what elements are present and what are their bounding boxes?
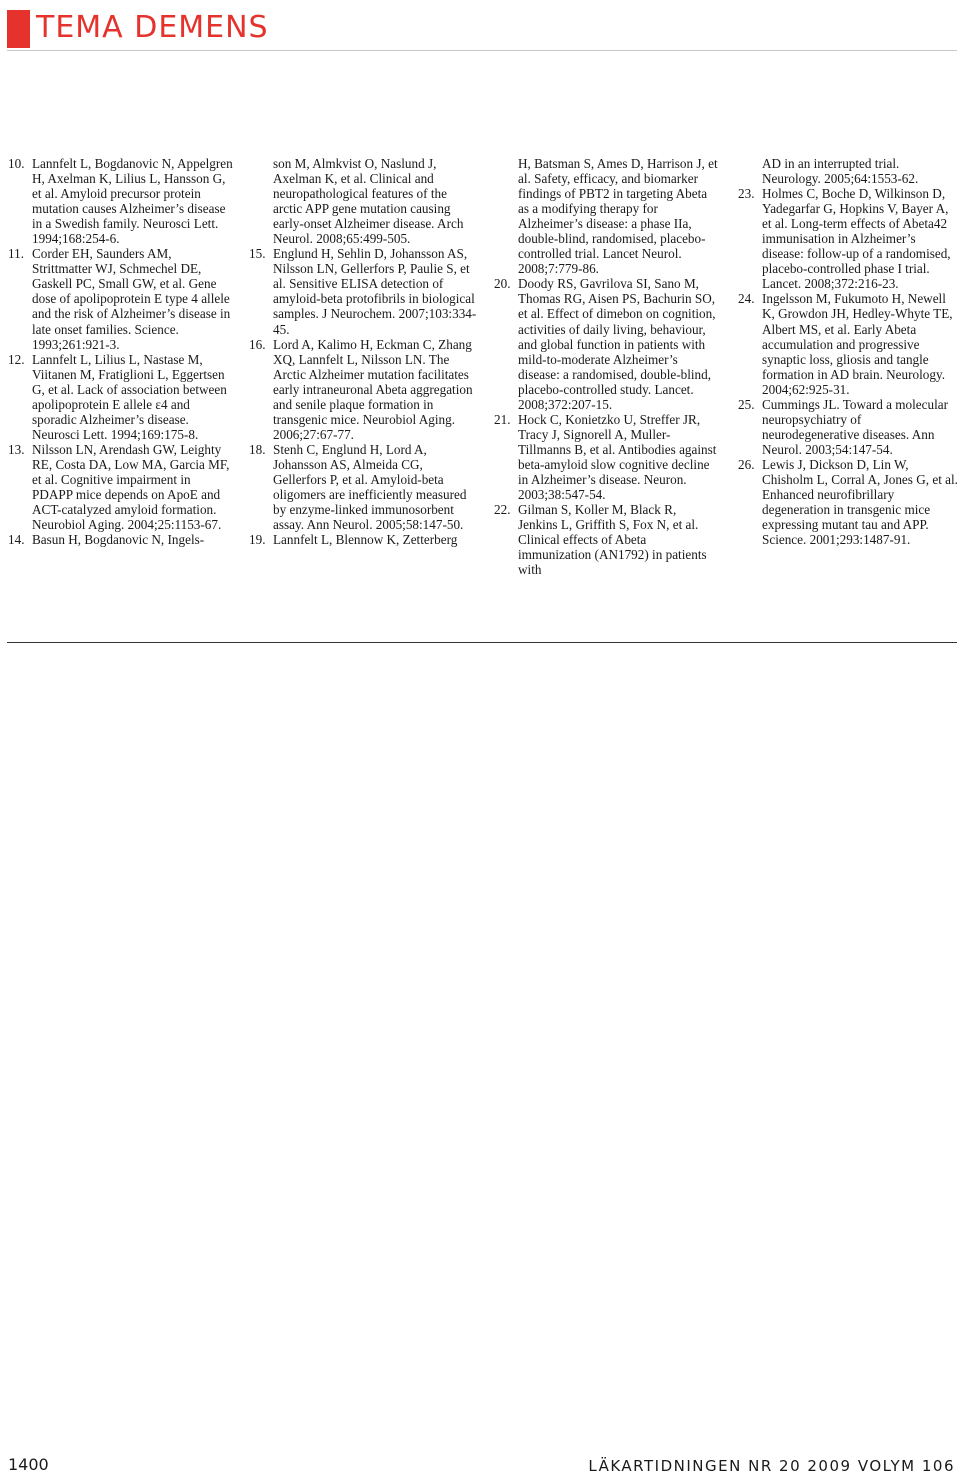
reference-number: 25.	[738, 396, 755, 412]
reference-text: Corder EH, Saunders AM, Strittmatter WJ, Schmechel DE, Gaskell PC, Small GW, et al. Gene dose of apolipoprotein E type 4 allele and the risk of Alzheimer’s disease in late onset families. Science. 1993;261:921-3.	[32, 246, 231, 352]
reference-item	[494, 276, 719, 411]
reference-text: Stenh C, Englund H, Lord A, Johansson AS, Almeida CG, Gellerfors P, et al. Amyloid-beta oligomers are inefficiently measured by enzyme-linked immunosorbent assay. Ann Neurol. 2005;58:147-50.	[273, 441, 467, 533]
section-color-bar	[7, 10, 30, 48]
reference-number: 14.	[8, 532, 25, 548]
reference-item	[249, 532, 479, 547]
reference-text: Lannfelt L, Lilius L, Nastase M, Viitanen M, Fratiglioni L, Eggertsen G, et al. Lack of association between apolipoprotein E allele ε4 and sporadic Alzheimer’s disease. Neurosci Lett. 1994;169:175-8.	[32, 351, 227, 442]
reference-column-1	[8, 156, 233, 547]
reference-number: 24.	[738, 291, 755, 307]
reference-number: 11.	[8, 246, 24, 262]
reference-number: 19.	[249, 532, 266, 548]
reference-text: Lewis J, Dickson D, Lin W, Chisholm L, Corral A, Jones G, et al. Enhanced neurofibrillary degeneration in transgenic mice expressing mutant tau and APP. Science. 2001;293:1487-91.	[762, 456, 958, 548]
reference-item	[249, 156, 479, 246]
reference-text: Lannfelt L, Bogdanovic N, Appelgren H, Axelman K, Lilius L, Hansson G, et al. Amyloid precursor protein mutation causes Alzheimer’s disease in a Swedish family. Neurosci Lett. 1994;168:254-6.	[32, 156, 233, 247]
reference-item	[738, 186, 958, 291]
reference-item	[8, 246, 233, 351]
reference-text: Hock C, Konietzko U, Streffer JR, Tracy J, Signorell A, Muller-Tillmanns B, et al. Antibodies against beta-amyloid slow cognitive decline in Alzheimer’s disease. Neuron. 2003;38:547-54.	[518, 411, 717, 503]
reference-item	[494, 156, 719, 276]
reference-item	[8, 442, 233, 532]
reference-item	[738, 291, 958, 396]
reference-column-4	[738, 156, 958, 547]
reference-column-3	[494, 156, 719, 577]
reference-number: 23.	[738, 186, 755, 202]
section-header	[0, 0, 960, 62]
reference-text: Holmes C, Boche D, Wilkinson D, Yadegarfar G, Hopkins V, Bayer A, et al. Long-term effects of Abeta42 immunisation in Alzheimer’s disease: follow-up of a randomised, placebo-controlled phase I trial. Lancet. 2008;372:216-23.	[762, 186, 951, 292]
reference-item	[8, 532, 233, 547]
reference-text: Doody RS, Gavrilova SI, Sano M, Thomas RG, Aisen PS, Bachurin SO, et al. Effect of dimebon on cognition, activities of daily living, behaviour, and global function in patients with mild-to-moderate Alzheimer’s disease: a randomised, double-blind, placebo-controlled study. Lancet. 2008;372:207-15.	[518, 276, 716, 412]
reference-text: Basun H, Bogdanovic N, Ingels-	[32, 532, 205, 548]
reference-number: 18.	[249, 441, 266, 457]
reference-text: Cummings JL. Toward a molecular neuropsychiatry of neurodegenerative diseases. Ann Neurol. 2003;54:147-54.	[762, 396, 948, 457]
reference-number: 15.	[249, 246, 266, 262]
reference-text: Ingelsson M, Fukumoto H, Newell K, Growdon JH, Hedley-Whyte TE, Albert MS, et al. Early Abeta accumulation and progressive synaptic loss, gliosis and tangle formation in AD brain. Neurology. 2004;62:925-31.	[762, 291, 953, 397]
reference-text: Englund H, Sehlin D, Johansson AS, Nilsson LN, Gellerfors P, Paulie S, et al. Sensitive ELISA detection of amyloid-beta protofibrils in biological samples. J Neurochem. 2007;103:334-45.	[273, 246, 477, 337]
reference-text: Gilman S, Koller M, Black R, Jenkins L, Griffith S, Fox N, et al. Clinical effects of Abeta immunization (AN1792) in patients with	[518, 502, 707, 578]
reference-item	[249, 337, 479, 442]
reference-number: 22.	[494, 502, 511, 518]
reference-text: Nilsson LN, Arendash GW, Leighty RE, Costa DA, Low MA, Garcia MF, et al. Cognitive impairment in PDAPP mice depends on ApoE and ACT-catalyzed amyloid formation. Neurobiol Aging. 2004;25:1153-67.	[32, 441, 230, 533]
reference-item	[738, 156, 958, 186]
reference-item	[8, 156, 233, 246]
reference-item	[8, 352, 233, 442]
section-title: TEMA DEMENS	[36, 10, 269, 45]
reference-text: AD in an interrupted trial. Neurology. 2005;64:1553-62.	[762, 156, 919, 187]
reference-item	[738, 457, 958, 547]
reference-text: son M, Almkvist O, Naslund J, Axelman K, et al. Clinical and neuropathological features of the arctic APP gene mutation causing early-onset Alzheimer disease. Arch Neurol. 2008;65:499-505.	[273, 156, 464, 247]
references-end-divider	[7, 642, 957, 643]
reference-number: 12.	[8, 351, 25, 367]
reference-text: Lannfelt L, Blennow K, Zetterberg	[273, 532, 458, 548]
reference-text: Lord A, Kalimo H, Eckman C, Zhang XQ, Lannfelt L, Nilsson LN. The Arctic Alzheimer mutation facilitates early intraneuronal Abeta aggregation and senile plaque formation in transgenic mice. Neurobiol Aging. 2006;27:67-77.	[273, 336, 473, 442]
reference-number: 21.	[494, 411, 511, 427]
reference-item	[249, 246, 479, 336]
reference-number: 16.	[249, 336, 266, 352]
reference-item	[494, 412, 719, 502]
reference-text: H, Batsman S, Ames D, Harrison J, et al. Safety, efficacy, and biomarker findings of PBT2 in targeting Abeta as a modifying therapy for Alzheimer’s disease: a phase IIa, double-blind, randomised, placebo-controlled trial. Lancet Neurol. 2008;7:779-86.	[518, 156, 718, 277]
journal-footer: LÄKARTIDNINGEN NR 20 2009 VOLYM 106	[588, 1457, 955, 1475]
reference-number: 13.	[8, 441, 25, 457]
reference-item	[738, 397, 958, 457]
page-number: 1400	[8, 1455, 49, 1474]
reference-number: 26.	[738, 456, 755, 472]
reference-item	[249, 442, 479, 532]
reference-number: 20.	[494, 276, 511, 292]
reference-item	[494, 502, 719, 577]
reference-number: 10.	[8, 156, 25, 171]
header-divider	[7, 50, 957, 51]
reference-column-2	[249, 156, 479, 547]
